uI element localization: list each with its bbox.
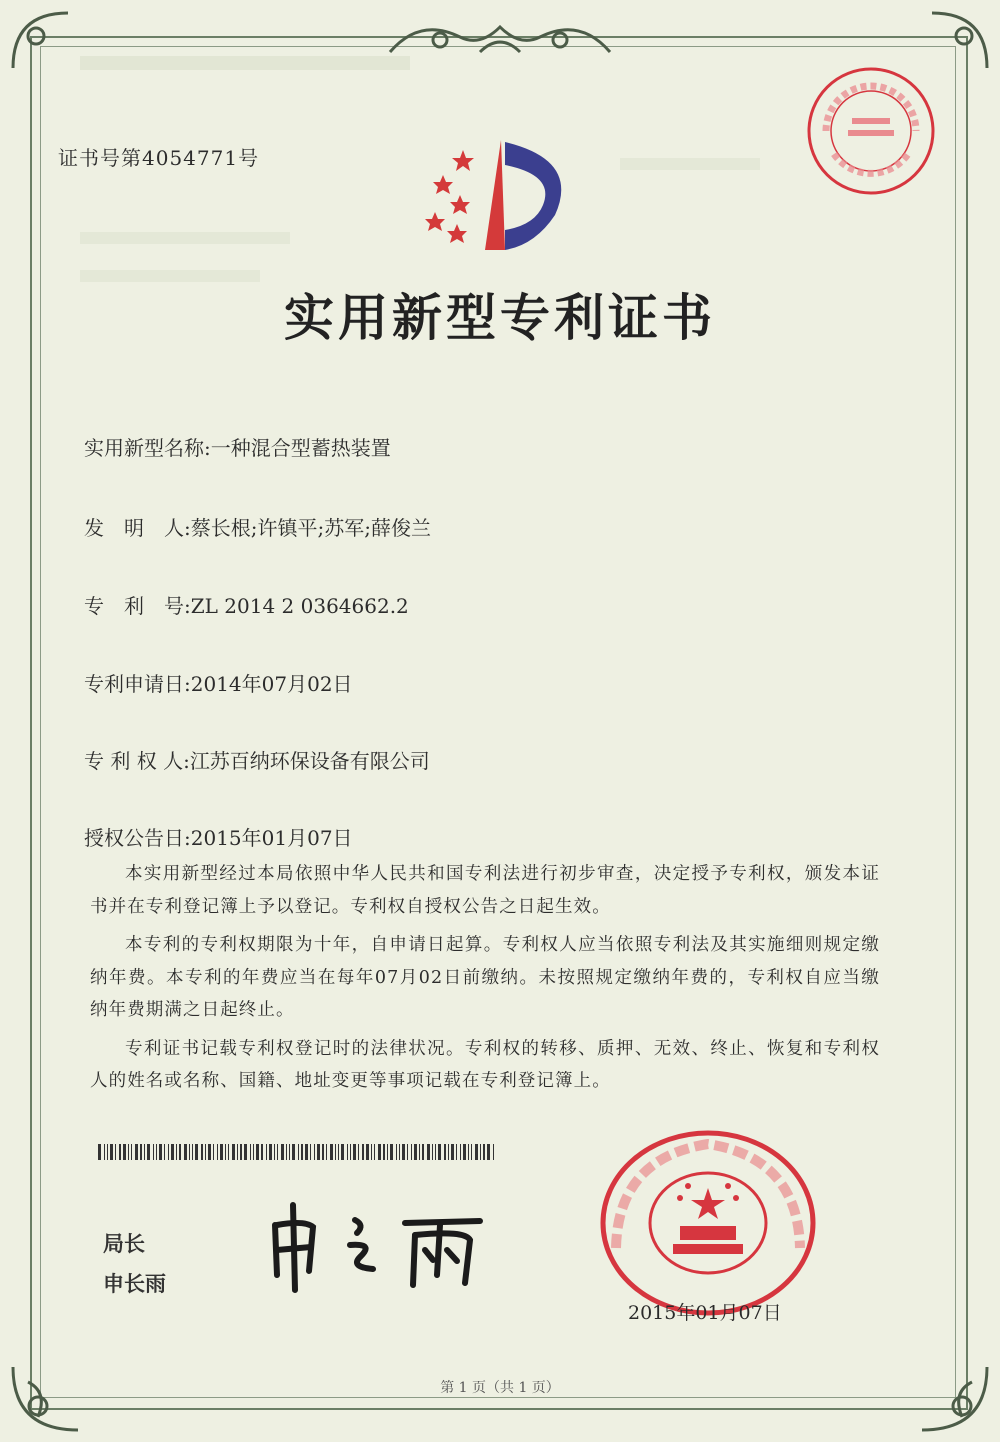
field-value: 2015年01月07日 — [190, 826, 353, 850]
director-name: 申长雨 — [103, 1272, 166, 1296]
field-value: 一种混合型蓄热装置 — [210, 436, 391, 460]
certificate-body — [90, 858, 880, 1104]
issue-date: 2015年01月07日 — [628, 1302, 782, 1324]
field-inventors — [84, 512, 431, 541]
field-value: 2014年07月02日 — [190, 672, 353, 696]
corner-ornament-bottom-left-icon — [8, 1362, 88, 1436]
field-label: 实用新型名称: — [84, 436, 211, 460]
field-label: 专利申请日: — [84, 672, 191, 696]
body-paragraph: 本实用新型经过本局依照中华人民共和国专利法进行初步审查，决定授予专利权，颁发本证书并在专利登记簿上予以登记。专利权自授权公告之日起生效。 — [90, 864, 880, 917]
director-title: 局长 — [103, 1232, 145, 1256]
field-label: 专 利 号: — [84, 594, 191, 618]
field-label: 授权公告日: — [84, 826, 191, 850]
field-label: 专 利 权 人: — [84, 749, 190, 773]
body-paragraph: 本专利的专利权期限为十年，自申请日起算。专利权人应当依照专利法及其实施细则规定缴纳年费。本专利的年费应当在每年07月02日前缴纳。未按照规定缴纳年费的，专利权自应当缴纳年费期满之日起终止。 — [90, 935, 880, 1020]
background-watermark — [80, 56, 410, 70]
field-grant-date — [84, 822, 353, 851]
field-name — [84, 432, 391, 461]
corner-ornament-top-left-icon — [8, 8, 78, 78]
field-value: 江苏百纳环保设备有限公司 — [189, 749, 430, 773]
corner-ornament-bottom-right-icon — [912, 1362, 992, 1436]
field-patent-number — [84, 590, 409, 619]
field-patentee — [84, 745, 430, 774]
field-value: ZL 2014 2 0364662.2 — [190, 594, 409, 618]
tax-stamp-seal-icon — [804, 64, 938, 198]
field-label: 发 明 人: — [84, 516, 191, 540]
page-footer: 第 1 页（共 1 页） — [440, 1380, 560, 1396]
director-signature-icon — [265, 1195, 505, 1295]
sipo-logo-icon — [405, 120, 585, 255]
certificate-number: 证书号第4054771号 — [58, 146, 260, 170]
background-watermark — [620, 158, 760, 170]
barcode-icon — [98, 1144, 498, 1160]
background-watermark — [80, 232, 290, 244]
official-seal-icon — [598, 1128, 818, 1318]
field-application-date — [84, 668, 353, 697]
page-title: 实用新型专利证书 — [284, 289, 716, 347]
top-ornament-icon — [380, 12, 620, 62]
field-value: 蔡长根;许镇平;苏军;薛俊兰 — [190, 516, 431, 540]
body-paragraph: 专利证书记载专利权登记时的法律状况。专利权的转移、质押、无效、终止、恢复和专利权人的姓名或名称、国籍、地址变更等事项记载在专利登记簿上。 — [90, 1038, 880, 1091]
